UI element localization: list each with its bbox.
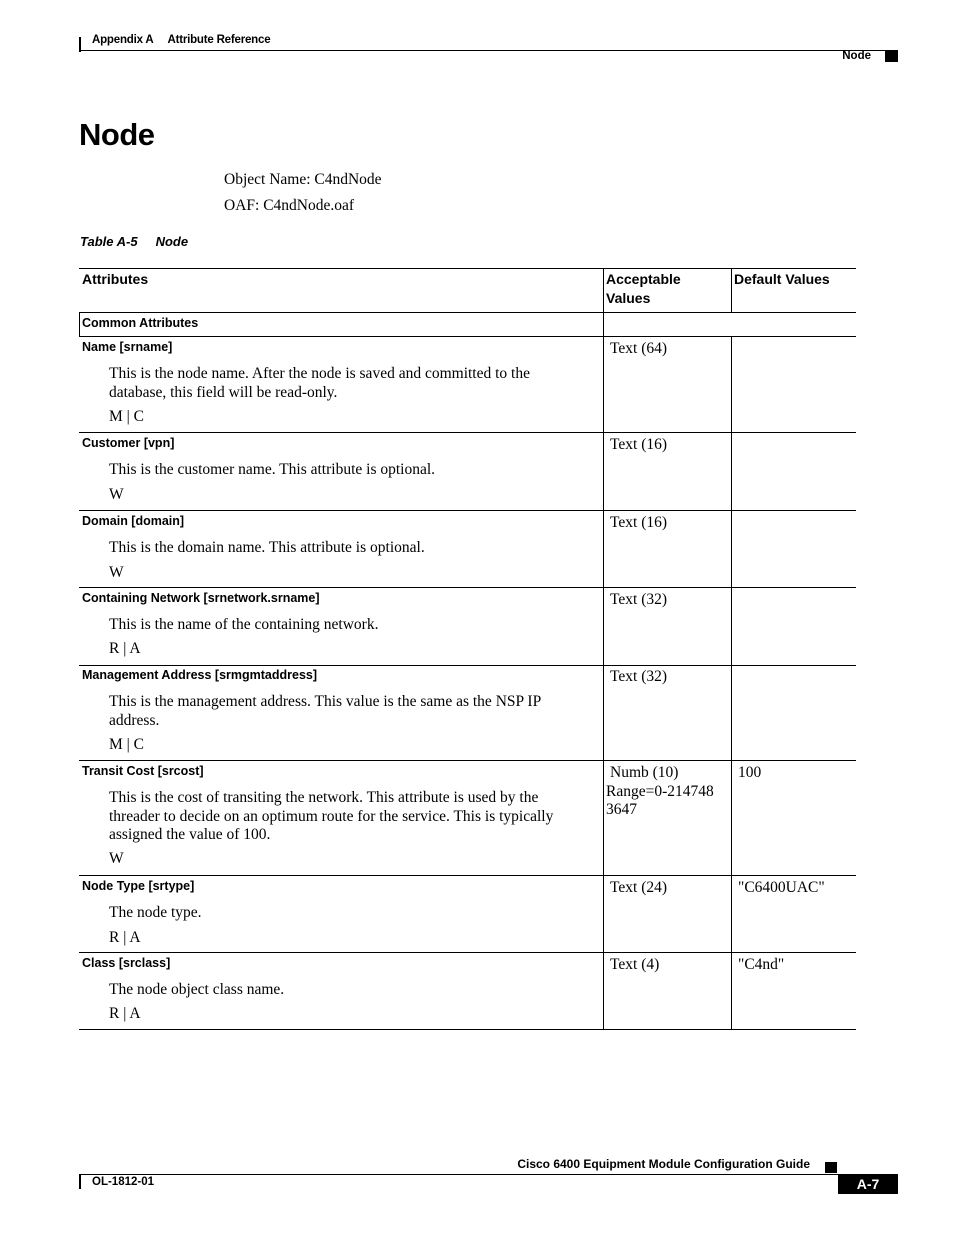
- column-divider-2-head: [731, 268, 732, 313]
- acceptable-value: Text (16): [610, 514, 668, 531]
- attribute-flags: M | C: [109, 408, 144, 425]
- table-row: [79, 433, 856, 510]
- attribute-name: Class [srclass]: [82, 956, 171, 970]
- attribute-description: This is the customer name. This attribute is optional.: [109, 461, 436, 478]
- table-row: [79, 761, 856, 875]
- acceptable-value: Text (32): [610, 591, 668, 608]
- attribute-description: The node type.: [109, 904, 202, 921]
- acceptable-value: Text (24): [610, 879, 668, 896]
- doc-number: OL-1812-01: [92, 1176, 155, 1188]
- acceptable-value: Text (32): [610, 668, 668, 685]
- table-row: [79, 337, 856, 432]
- header-rule: [79, 50, 897, 51]
- attribute-flags: W: [109, 486, 124, 503]
- table-row: [79, 588, 856, 665]
- page-title: Node: [79, 117, 155, 152]
- attribute-description: This is the name of the containing network.: [109, 616, 379, 633]
- object-name: Object Name: C4ndNode: [224, 171, 382, 188]
- oaf-file: OAF: C4ndNode.oaf: [224, 197, 355, 214]
- attribute-description: The node object class name.: [109, 981, 285, 998]
- page-number: A-7: [838, 1174, 898, 1194]
- default-value: 100: [738, 764, 762, 781]
- acceptable-value: Numb (10): [610, 764, 679, 781]
- acceptable-range: Range=0-214748: [606, 783, 714, 800]
- attribute-name: Customer [vpn]: [82, 436, 175, 450]
- acceptable-range-cont: 3647: [606, 801, 637, 818]
- section-label: Attribute Reference: [167, 34, 271, 46]
- attribute-flags: R | A: [109, 929, 141, 946]
- attribute-name: Containing Network [srnetwork.srname]: [82, 591, 320, 605]
- acceptable-value: Text (16): [610, 436, 668, 453]
- header-acceptable-values: Acceptable Values: [606, 271, 681, 306]
- header-marker: [885, 50, 898, 62]
- attribute-name: Name [srname]: [82, 340, 173, 354]
- header-topic: Node: [842, 50, 871, 62]
- acceptable-value: Text (4): [610, 956, 660, 973]
- footer-rule: [79, 1174, 897, 1175]
- attribute-flags: W: [109, 850, 124, 867]
- table-bottom-rule: [79, 1029, 856, 1030]
- header-attributes: Attributes: [82, 271, 149, 287]
- attribute-name: Domain [domain]: [82, 514, 185, 528]
- attribute-description: This is the domain name. This attribute is optional.: [109, 539, 425, 556]
- table-row: [79, 876, 856, 952]
- attribute-description: This is the management address. This value is the same as the NSP IP address.: [109, 693, 541, 729]
- attribute-flags: R | A: [109, 640, 141, 657]
- attribute-table: [79, 268, 856, 1030]
- section-common-attributes: Common Attributes: [82, 316, 199, 330]
- table-row: [79, 665, 856, 761]
- header-default-values: Default Values: [734, 271, 830, 287]
- attribute-description: This is the cost of transiting the network. This attribute is used by the threader to decide on an optimum route for the service. This is typically assigned the value of 100.: [109, 789, 554, 844]
- attribute-name: Node Type [srtype]: [82, 879, 195, 893]
- attribute-name: Transit Cost [srcost]: [82, 764, 204, 778]
- table-row: [79, 511, 856, 588]
- table-top-rule: [79, 268, 856, 269]
- attribute-flags: M | C: [109, 736, 144, 753]
- footer-bar: [79, 1174, 81, 1189]
- default-value: "C4nd": [738, 956, 785, 973]
- header-rule-bottom: [79, 312, 856, 313]
- running-header: [92, 34, 270, 46]
- default-value: "C6400UAC": [738, 879, 825, 896]
- attribute-flags: R | A: [109, 1005, 141, 1022]
- attribute-flags: W: [109, 564, 124, 581]
- attribute-name: Management Address [srmgmtaddress]: [82, 668, 318, 682]
- table-caption: [80, 234, 188, 249]
- footer-marker: [825, 1162, 837, 1173]
- section-left-border: [79, 312, 80, 336]
- acceptable-value: Text (64): [610, 340, 668, 357]
- appendix-label: Appendix A: [92, 34, 154, 46]
- caption-title: Node: [155, 234, 189, 249]
- table-row: [79, 953, 856, 1030]
- guide-title: Cisco 6400 Equipment Module Configuration Guide: [517, 1157, 810, 1171]
- attribute-description: This is the node name. After the node is saved and committed to the database, this field will be read-only.: [109, 365, 530, 401]
- caption-number: Table A-5: [80, 234, 138, 249]
